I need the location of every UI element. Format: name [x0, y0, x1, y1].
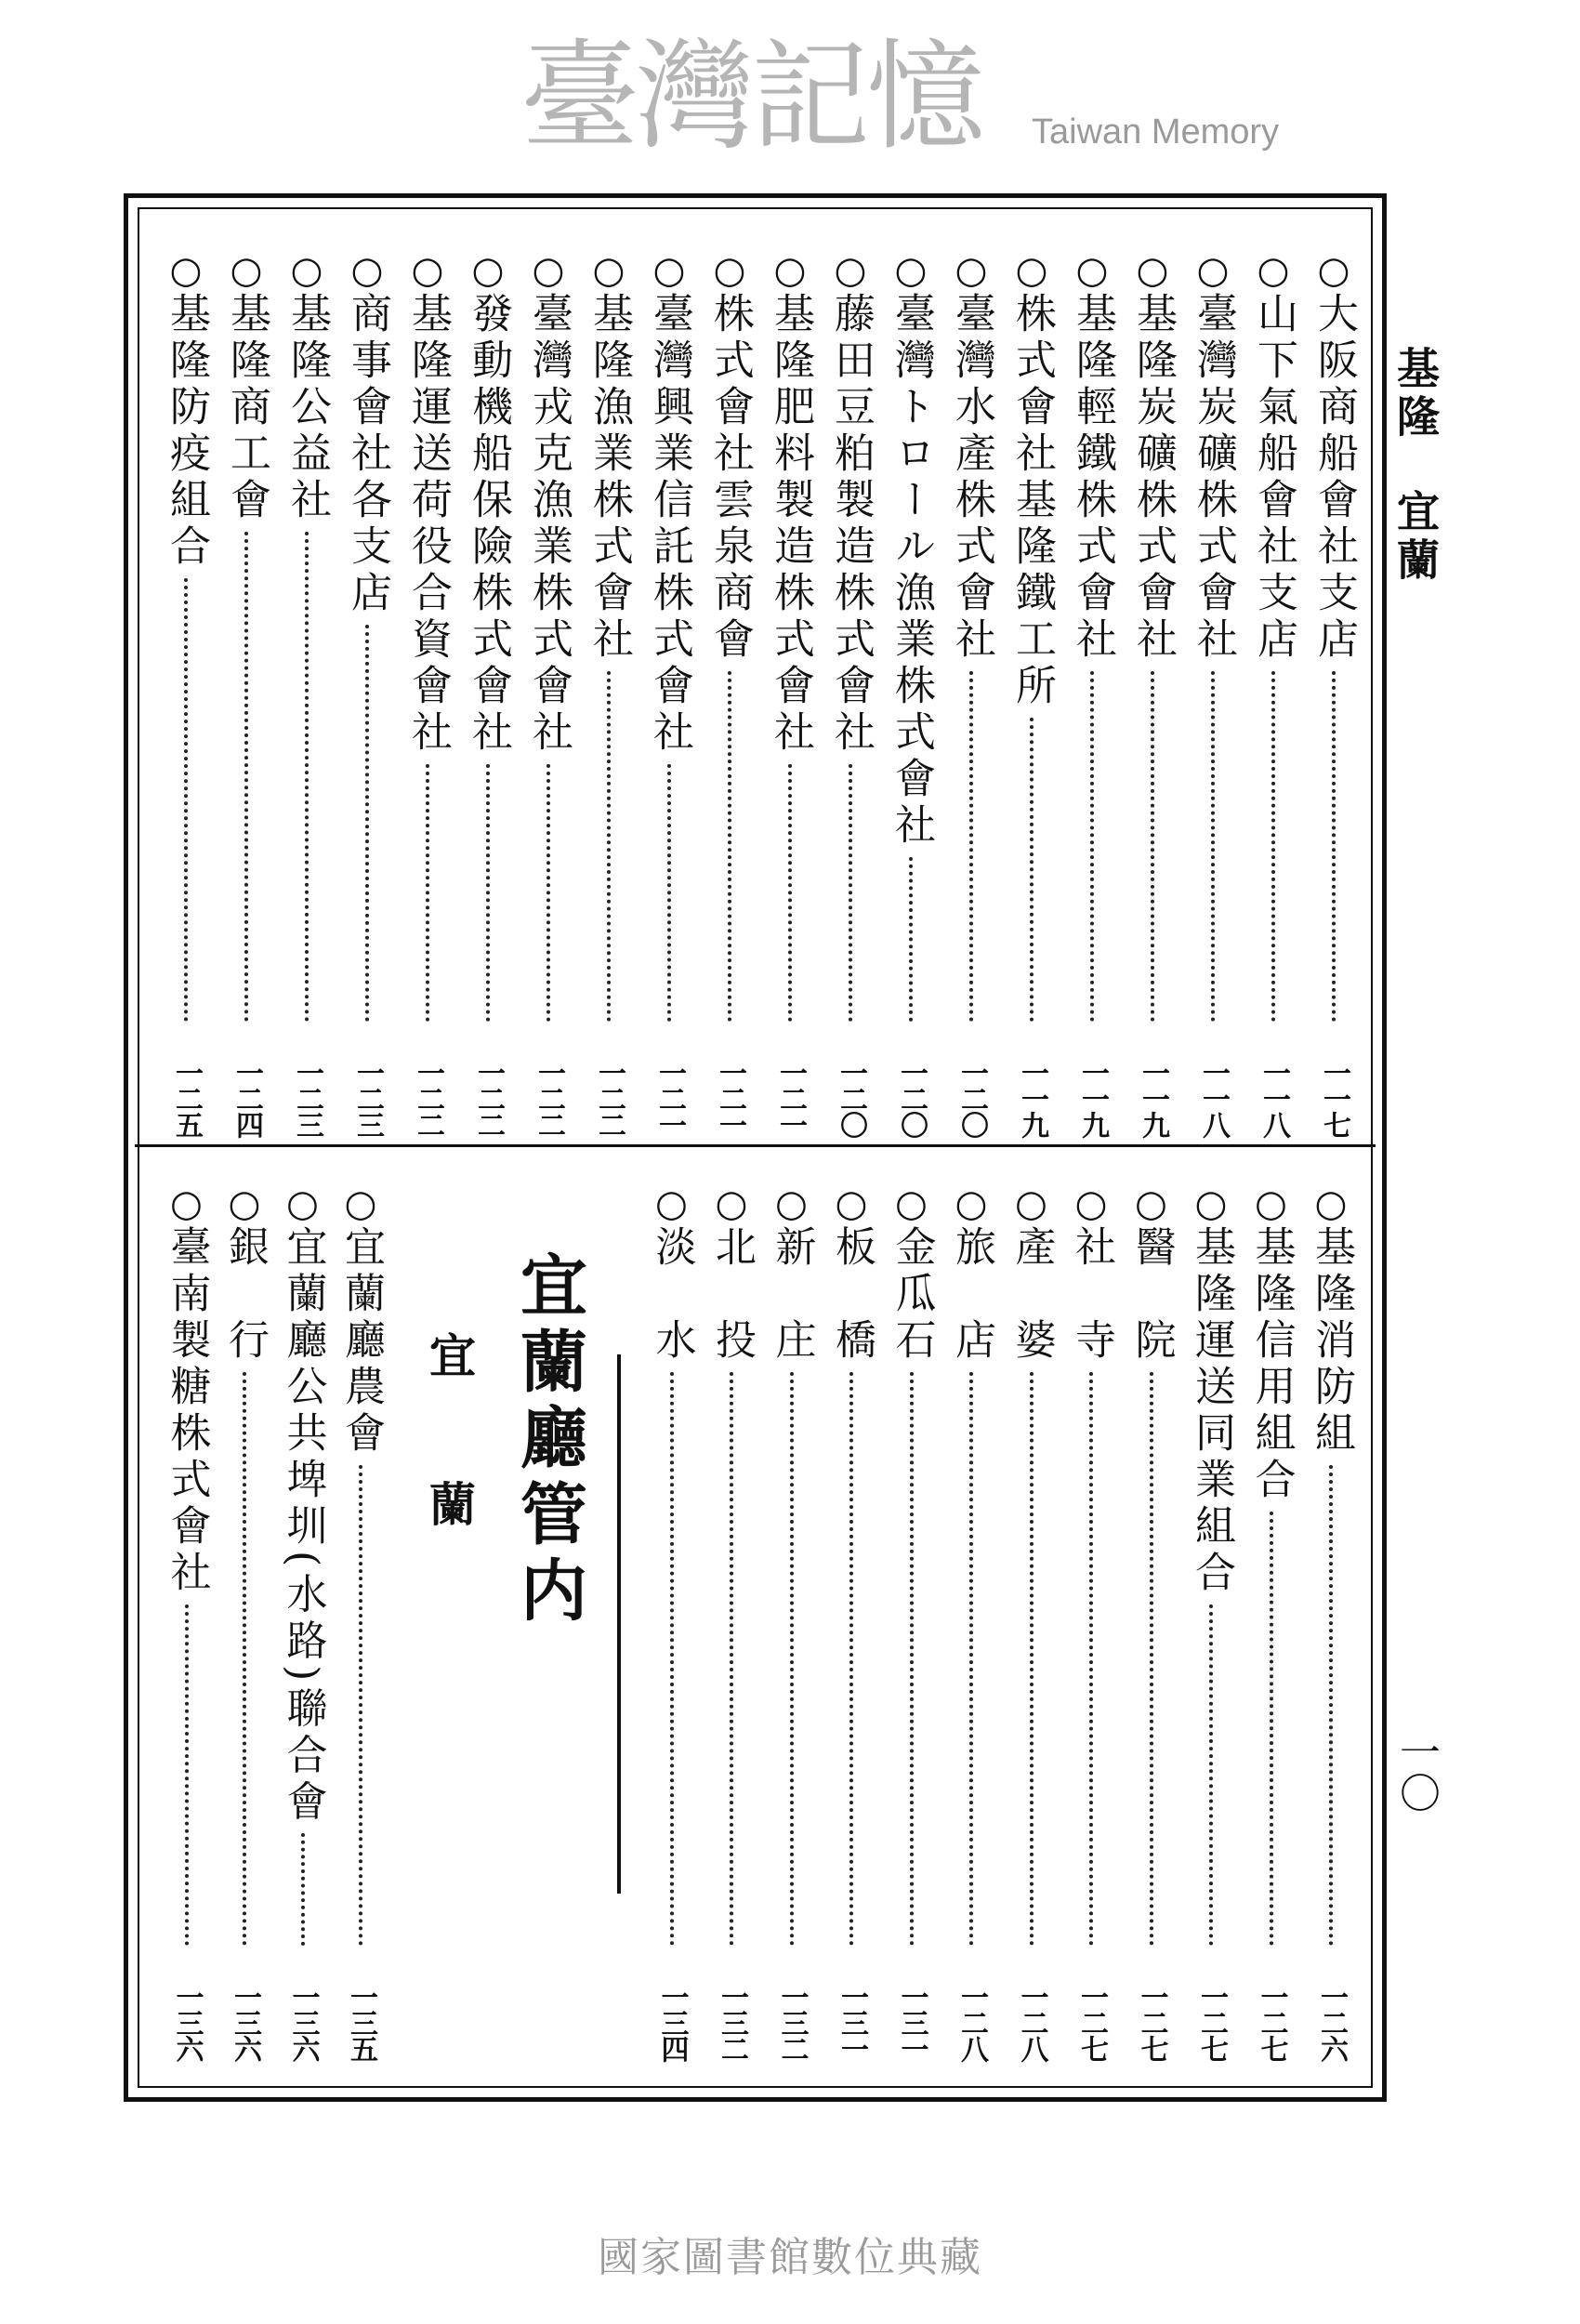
dot-leader: [1151, 671, 1154, 1022]
watermark-subtext: Taiwan Memory: [1032, 112, 1280, 152]
toc-entry-page: 一一八: [1257, 1059, 1290, 1137]
toc-entry-label: 產 婆: [1007, 1225, 1056, 1365]
toc-entry-page: 一二六: [1315, 1983, 1348, 2061]
circle-bullet-icon: ○: [1192, 249, 1234, 292]
toc-entry: [1068, 249, 1116, 1137]
toc-entry: [705, 249, 754, 1137]
toc-entry: [648, 1182, 696, 2061]
toc-entry: [887, 249, 935, 1137]
toc-entry-label: 基隆商工會: [223, 292, 270, 524]
dot-leader: [1271, 671, 1275, 1022]
circle-bullet-icon: ○: [648, 249, 691, 292]
toc-entry: [768, 1182, 816, 2061]
circle-bullet-icon: ○: [527, 249, 570, 292]
toc-entry-page: 一二八: [955, 1983, 988, 2061]
dot-leader: [359, 1465, 362, 1946]
toc-entry-page: 一三六: [170, 1983, 204, 2061]
toc-entry-page: 一三一: [895, 1983, 928, 2061]
toc-entry-label: 臺灣水產株式會社: [948, 292, 995, 664]
toc-entry: [707, 1182, 756, 2061]
dot-leader: [969, 671, 973, 1022]
toc-entry-label: 板 橋: [828, 1225, 876, 1365]
dot-leader: [301, 1833, 305, 1946]
toc-entry-page: 一二四: [230, 1059, 263, 1137]
toc-entry-page: 一二三: [351, 1059, 384, 1137]
toc-entry-label: 基隆信用組合: [1247, 1225, 1296, 1504]
toc-entry-page: 一二八: [1015, 1983, 1048, 2061]
toc-entry-page: 一三一: [836, 1983, 868, 2061]
circle-bullet-icon: ○: [889, 1182, 933, 1225]
circle-bullet-icon: ○: [1190, 1182, 1232, 1225]
circle-bullet-icon: ○: [889, 249, 932, 292]
toc-entry-label: 北 投: [708, 1225, 756, 1365]
toc-entry-label: 臺灣トロール漁業株式會社: [888, 292, 935, 850]
circle-bullet-icon: ○: [950, 1182, 993, 1225]
circle-bullet-icon: ○: [165, 249, 207, 292]
toc-entry: [766, 249, 814, 1137]
toc-entry-page: 一二二: [533, 1059, 565, 1137]
toc-entry: [1247, 1182, 1296, 2061]
circle-bullet-icon: ○: [830, 1182, 873, 1225]
circle-bullet-icon: ○: [1070, 1182, 1113, 1225]
toc-entry-page: 一二一: [774, 1059, 807, 1137]
circle-bullet-icon: ○: [1009, 1182, 1053, 1225]
toc-entry-label: 社 寺: [1068, 1225, 1115, 1365]
toc-entry: [1307, 1182, 1355, 2061]
toc-entry: [1007, 249, 1056, 1137]
toc-entry-label: 宜蘭廳農會: [337, 1225, 385, 1458]
dot-leader: [730, 1372, 733, 1946]
dot-leader: [546, 764, 550, 1022]
toc-entry: [336, 1182, 385, 2061]
toc-entry-page: 一一九: [1137, 1059, 1169, 1137]
toc-entry-page: 一三六: [229, 1983, 261, 2061]
toc-entry-label: 宜蘭廳公共埤圳(水路)聯合會: [279, 1225, 327, 1827]
section-divider: [135, 1144, 1376, 1147]
dot-leader: [1209, 1604, 1213, 1946]
toc-entry-label: 淡 水: [648, 1225, 696, 1365]
toc-entry: [283, 249, 331, 1137]
dot-leader: [244, 532, 248, 1022]
toc-entry: [1249, 249, 1297, 1137]
dot-leader: [1211, 671, 1215, 1022]
toc-entry-label: 基隆消防組: [1308, 1225, 1355, 1458]
toc-entry-label: 基隆公益社: [283, 292, 331, 524]
toc-entry-label: 銀 行: [221, 1225, 269, 1365]
toc-entry-page: 一二七: [1195, 1983, 1228, 2061]
toc-entry-page: 一二七: [1255, 1983, 1288, 2061]
toc-entry: [162, 249, 210, 1137]
toc-entry: [220, 1182, 269, 2061]
toc-entry: [222, 249, 270, 1137]
toc-entry-page: 一二一: [653, 1059, 686, 1137]
toc-entry: [645, 249, 693, 1137]
toc-entry: [279, 1182, 327, 2061]
dot-leader: [969, 1372, 973, 1946]
toc-entry: [343, 249, 391, 1137]
dot-leader: [1030, 718, 1034, 1022]
toc-entry-label: 株式會社雲泉商會: [706, 292, 754, 664]
section-rule: [617, 1354, 621, 1894]
dot-leader: [909, 857, 913, 1022]
circle-bullet-icon: ○: [770, 1182, 813, 1225]
dot-leader: [1150, 1372, 1153, 1946]
header-title-yilan: 宜蘭: [1390, 489, 1441, 586]
circle-bullet-icon: ○: [769, 249, 811, 292]
toc-entry-page: 一二三: [291, 1059, 323, 1137]
dot-leader: [184, 578, 188, 1022]
toc-entry-page: 一一八: [1197, 1059, 1230, 1137]
toc-entry: [1007, 1182, 1056, 2061]
circle-bullet-icon: ○: [165, 1182, 208, 1225]
toc-entry-page: 一一七: [1318, 1059, 1350, 1137]
circle-bullet-icon: ○: [1010, 249, 1053, 292]
toc-entry-label: 發動機船保險株式會社: [465, 292, 512, 757]
circle-bullet-icon: ○: [1249, 1182, 1293, 1225]
toc-entry-page: 一二〇: [895, 1059, 928, 1137]
circle-bullet-icon: ○: [346, 249, 388, 292]
toc-entry-label: 山下氣船會社支店: [1250, 292, 1297, 664]
toc-entry-label: 臺灣興業信託株式會社: [646, 292, 693, 757]
circle-bullet-icon: ○: [1310, 1182, 1352, 1225]
circle-bullet-icon: ○: [467, 249, 509, 292]
toc-entry-label: 旅 店: [948, 1225, 995, 1365]
toc-entry-label: 商事會社各支店: [344, 292, 391, 617]
toc-entry-page: 一二七: [1075, 1983, 1108, 2061]
circle-bullet-icon: ○: [587, 249, 630, 292]
circle-bullet-icon: ○: [1252, 249, 1295, 292]
dot-leader: [1089, 1372, 1093, 1946]
circle-bullet-icon: ○: [1129, 1182, 1173, 1225]
dot-leader: [790, 1372, 794, 1946]
toc-entry: [888, 1182, 936, 2061]
dot-leader: [1090, 671, 1094, 1022]
header-title-keelung: 基隆: [1390, 346, 1441, 442]
dot-leader: [243, 1372, 246, 1946]
toc-entry-label: 醫 院: [1127, 1225, 1176, 1365]
toc-entry-label: 臺灣戎克漁業株式會社: [525, 292, 573, 757]
circle-bullet-icon: ○: [1312, 249, 1355, 292]
toc-entry-label: 基隆運送荷役合資會社: [404, 292, 452, 757]
toc-entry-page: 一二〇: [955, 1059, 988, 1137]
dot-leader: [1270, 1512, 1273, 1946]
circle-bullet-icon: ○: [223, 1182, 266, 1225]
toc-entry-label: 金瓜石: [888, 1225, 936, 1365]
toc-entry: [826, 249, 875, 1137]
running-header: [1391, 346, 1440, 586]
watermark-logo: 臺灣記憶: [520, 28, 982, 166]
toc-entry-page: 一二二: [412, 1059, 444, 1137]
dot-leader: [728, 671, 731, 1022]
toc-entry: [947, 1182, 995, 2061]
dot-leader: [910, 1372, 914, 1946]
toc-entry: [947, 249, 995, 1137]
toc-entry-page: 一二一: [714, 1059, 746, 1137]
toc-entry-page: 一二二: [593, 1059, 625, 1137]
footer-credit: 國家圖書館數位典藏: [598, 2234, 982, 2281]
section-title: 宜蘭廳管内: [509, 1250, 588, 1631]
toc-entry: [1127, 1182, 1176, 2061]
toc-entry: [585, 249, 633, 1137]
toc-entry-page: 一三二: [716, 1983, 748, 2061]
toc-entry: [1189, 249, 1237, 1137]
dot-leader: [1329, 1465, 1333, 1946]
dot-leader: [1030, 1372, 1034, 1946]
toc-entry-label: 基隆輕鐵株式會社: [1069, 292, 1116, 664]
dot-leader: [486, 764, 490, 1022]
dot-leader: [670, 1372, 674, 1946]
page-number: 一〇: [1392, 1731, 1440, 1813]
dot-leader: [849, 1372, 853, 1946]
dot-leader: [788, 764, 792, 1022]
toc-entry-page: 一二七: [1135, 1983, 1168, 2061]
circle-bullet-icon: ○: [281, 1182, 324, 1225]
toc-entry-label: 臺南製糖株式會社: [163, 1225, 211, 1597]
toc-entry: [1067, 1182, 1115, 2061]
dot-leader: [1332, 671, 1336, 1022]
circle-bullet-icon: ○: [406, 249, 449, 292]
dot-leader: [426, 764, 429, 1022]
toc-entry-label: 基隆防疫組合: [163, 292, 210, 571]
dot-leader: [305, 532, 309, 1022]
circle-bullet-icon: ○: [225, 249, 268, 292]
toc-entry-page: 一三二: [775, 1983, 809, 2061]
circle-bullet-icon: ○: [650, 1182, 693, 1225]
toc-entry: [1187, 1182, 1235, 2061]
section-subtitle: 宜蘭: [422, 1331, 477, 1629]
circle-bullet-icon: ○: [710, 1182, 753, 1225]
toc-entry: [163, 1182, 211, 2061]
dot-leader: [185, 1604, 189, 1946]
toc-entry-label: 基隆肥料製造株式會社: [767, 292, 814, 757]
toc-entry-label: 臺灣炭礦株式會社: [1190, 292, 1237, 664]
circle-bullet-icon: ○: [708, 249, 751, 292]
toc-entry-page: 一一九: [1076, 1059, 1109, 1137]
toc-entry-label: 株式會社基隆鐵工所: [1008, 292, 1056, 710]
toc-entry-label: 基隆炭礦株式會社: [1129, 292, 1177, 664]
toc-entry-page: 一一九: [1016, 1059, 1048, 1137]
toc-entry-label: 藤田豆粕製造株式會社: [827, 292, 875, 757]
toc-entry-label: 新 庄: [768, 1225, 816, 1365]
toc-entry-label: 基隆漁業株式會社: [586, 292, 633, 664]
toc-entry: [403, 249, 452, 1137]
toc-entry-page: 一二二: [472, 1059, 505, 1137]
toc-entry-page: 一二〇: [835, 1059, 867, 1137]
toc-entry-page: 一二五: [170, 1059, 203, 1137]
toc-entry: [1310, 249, 1358, 1137]
circle-bullet-icon: ○: [285, 249, 328, 292]
toc-entry-label: 大阪商船會社支店: [1310, 292, 1358, 664]
circle-bullet-icon: ○: [1071, 249, 1113, 292]
toc-entry: [827, 1182, 876, 2061]
toc-entry-page: 一三五: [345, 1983, 377, 2061]
dot-leader: [667, 764, 671, 1022]
toc-entry-page: 一三六: [286, 1983, 320, 2061]
dot-leader: [849, 764, 852, 1022]
circle-bullet-icon: ○: [950, 249, 993, 292]
toc-entry-page: 一三四: [655, 1983, 689, 2061]
circle-bullet-icon: ○: [829, 249, 872, 292]
circle-bullet-icon: ○: [339, 1182, 382, 1225]
dot-leader: [607, 671, 611, 1022]
toc-entry: [524, 249, 573, 1137]
toc-entry: [1128, 249, 1177, 1137]
circle-bullet-icon: ○: [1131, 249, 1174, 292]
dot-leader: [365, 625, 369, 1022]
toc-entry: [464, 249, 512, 1137]
toc-entry-label: 基隆運送同業組合: [1188, 1225, 1235, 1597]
